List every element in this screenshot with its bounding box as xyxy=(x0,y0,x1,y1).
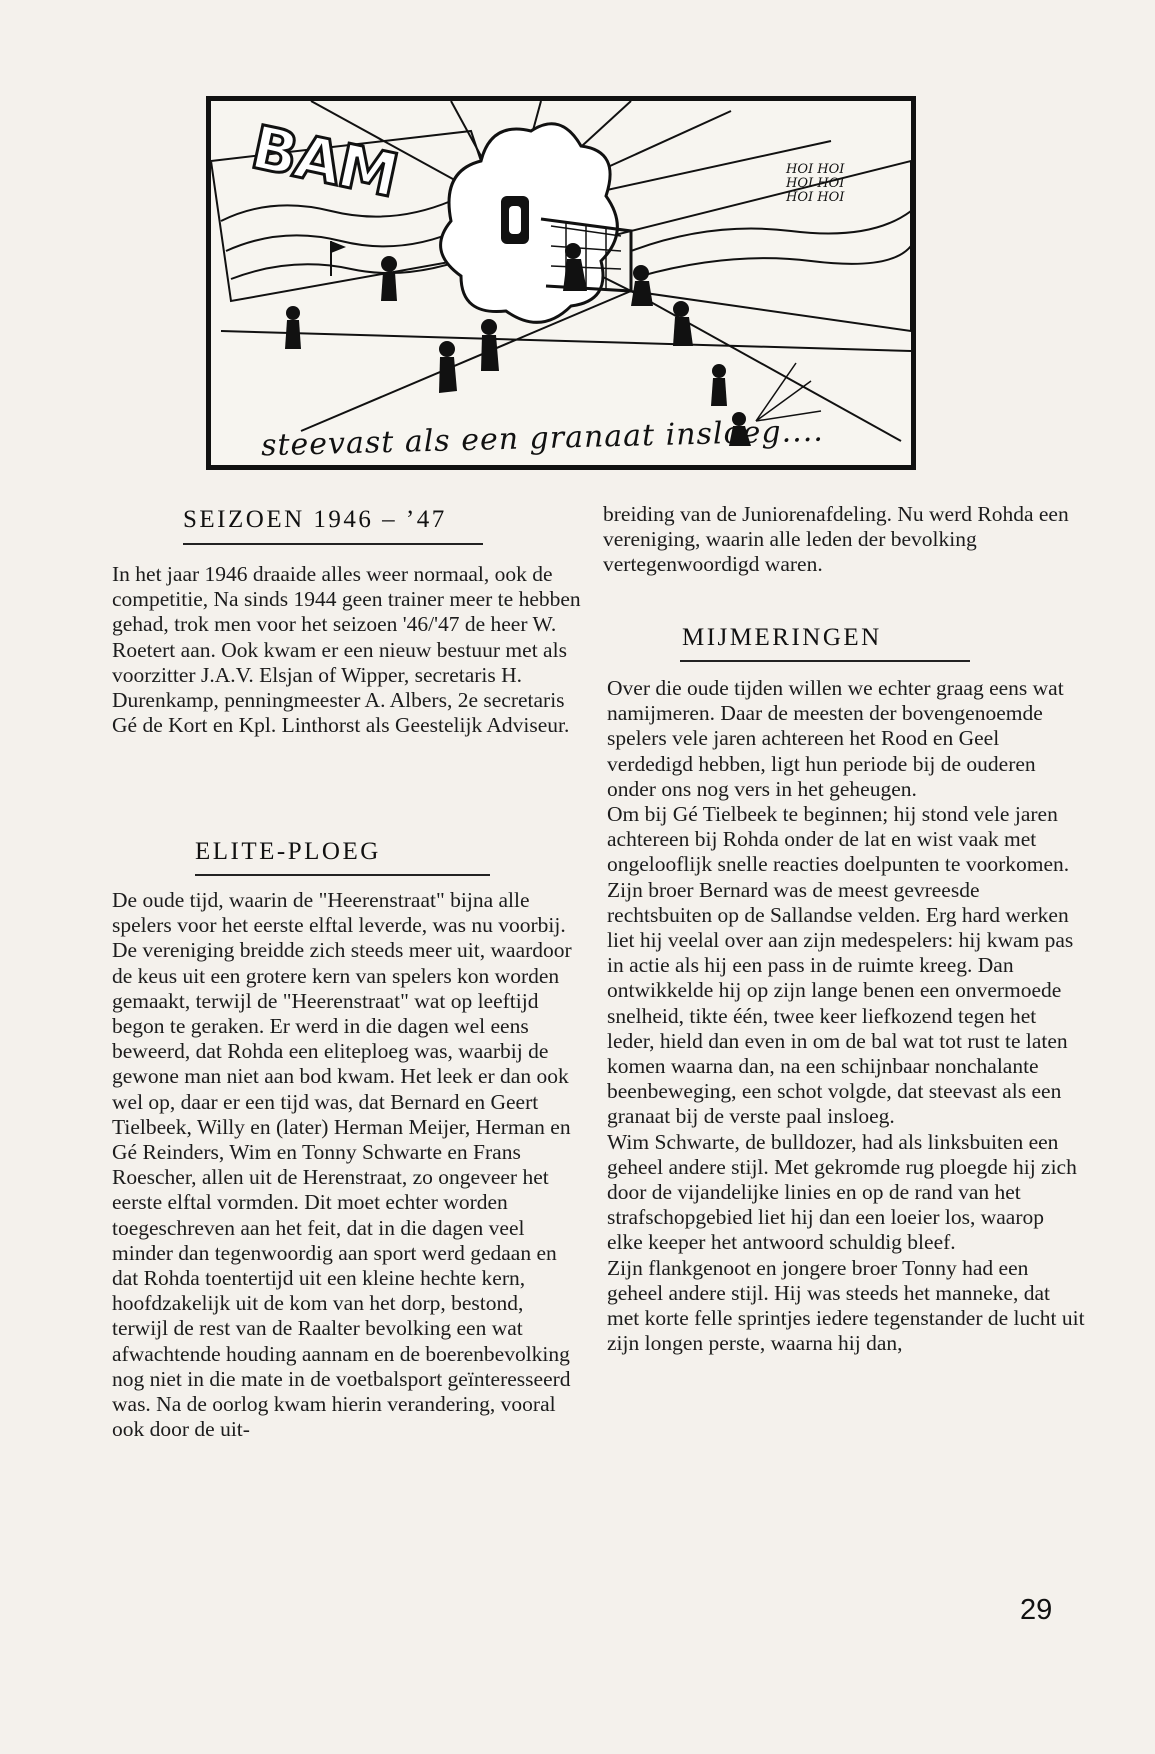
crowd-cheer: HOI HOI HOI HOI HOI HOI xyxy=(786,162,845,205)
illustration-caption: steevast als een granaat insloeg.... xyxy=(260,413,825,464)
elite-text xyxy=(112,888,582,1442)
football-illustration xyxy=(206,96,916,470)
continued-paragraph: breiding van de Juniorenafdeling. Nu werd Rohda een vereniging, waarin alle leden der bevolking vertegenwoordigd waren. xyxy=(603,502,1069,577)
elite-paragraph: De oude tijd, waarin de "Heerenstraat" bijna alle spelers voor het eerste elftal leverde, was nu voorbij. De vereniging breidde zich steeds meer uit, waardoor de keus uit een grotere kern van spelers kon worden gemaakt, terwijl de "Heerenstraat" wat op leeftijd begon te geraken. Er werd in die dagen wel eens beweerd, dat Rohda een eliteploeg was, waarbij de gewone man niet aan bod kwam. Het leek er dan ook wel op, daar er een tijd was, dat Bernard en Geert Tielbeek, Willy en (later) Herman Meijer, Herman en Gé Reinders, Wim en Tonny Schwarte en Frans Roescher, allen uit de Herenstraat, zo ongeveer het eerste elftal vormden. Dit moet echter worden toegeschreven aan het feit, dat in die dagen veel minder dan tegenwoordig aan sport werd gedaan en dat Rohda toentertijd uit een kleine hechte kern, hoofdzakelijk uit de kom van het dorp, bestond, terwijl de rest van de Raalter bevolking een wat afwachtende houding aannam en de boerenbevolking nog niet in die mate in de voetbalsport geïnteresseerd was. Na de oorlog kwam hierin verandering, vooral ook door de uit- xyxy=(112,888,572,1442)
heading-rule xyxy=(195,874,490,876)
heading-rule xyxy=(680,660,970,662)
mijmeringen-paragraph: Over die oude tijden willen we echter graag eens wat namijmeren. Daar de meesten der bovengenoemde spelers vele jaren achtereen het Rood en Geel verdedigd hebben, ligt hun periode bij de ouderen onder ons nog vers in het geheugen. xyxy=(607,676,1064,801)
heading-rule xyxy=(183,543,483,545)
page-number: 29 xyxy=(1020,1594,1053,1626)
mijmeringen-paragraph: Zijn flankgenoot en jongere broer Tonny had een geheel andere stijl. Hij was steeds het manneke, dat met korte felle sprintjes iedere tegenstander de lucht uit zijn longen perste, waarna hij dan, xyxy=(607,1255,1085,1356)
mijmeringen-paragraph: Om bij Gé Tielbeek te beginnen; hij stond vele jaren achtereen bij Rohda onder de lat en wist vaak met ongelooflijk snelle reacties doelpunten te voorkomen. Zijn broer Bernard was de meest gevreesde rechtsbuiten op de Sallandse velden. Erg hard werken liet hij veelal over aan zijn medespelers: hij kwam pas in actie als hij een pass in de ruimte kreeg. Dan ontwikkelde hij op zijn lange benen een onvermoede snelheid, tikte één, twee keer liefkozend tegen het leder, hield dan even in om de bal wat tot rust te laten komen waarna dan, na een schijnbaar nonchalante beenbeweging, een schot volgde, dat steevast als een granaat bij de verste paal insloeg. xyxy=(607,802,1074,1129)
heading-mijmeringen: MIJMERINGEN xyxy=(682,624,882,651)
season-text xyxy=(112,562,582,738)
season-paragraph: In het jaar 1946 draaide alles weer normaal, ook de competitie, Na sinds 1944 geen trainer meer te hebben gehad, trok men voor het seizoen '46/'47 de heer W. Roetert aan. Ook kwam er een nieuw bestuur met als voorzitter J.A.V. Elsjan of Wipper, secretaris H. Durenkamp, penningmeester A. Albers, 2e secretaris Gé de Kort en Kpl. Linthorst als Geestelijk Adviseur. xyxy=(112,562,581,738)
continued-text xyxy=(603,502,1083,578)
heading-elite-ploeg: ELITE-PLOEG xyxy=(195,838,381,865)
bam-lettering: BAM xyxy=(245,112,403,212)
heading-seizoen: SEIZOEN 1946 – ’47 xyxy=(183,506,447,533)
mijmeringen-text xyxy=(607,676,1085,1356)
mijmeringen-paragraph: Wim Schwarte, de bulldozer, had als linksbuiten een geheel andere stijl. Met gekromde rug ploegde hij zich door de vijandelijke linies en op de rand van het strafschopgebied liet hij dan een loeier los, waarop elke keeper het antwoord schuldig bleef. xyxy=(607,1129,1077,1255)
